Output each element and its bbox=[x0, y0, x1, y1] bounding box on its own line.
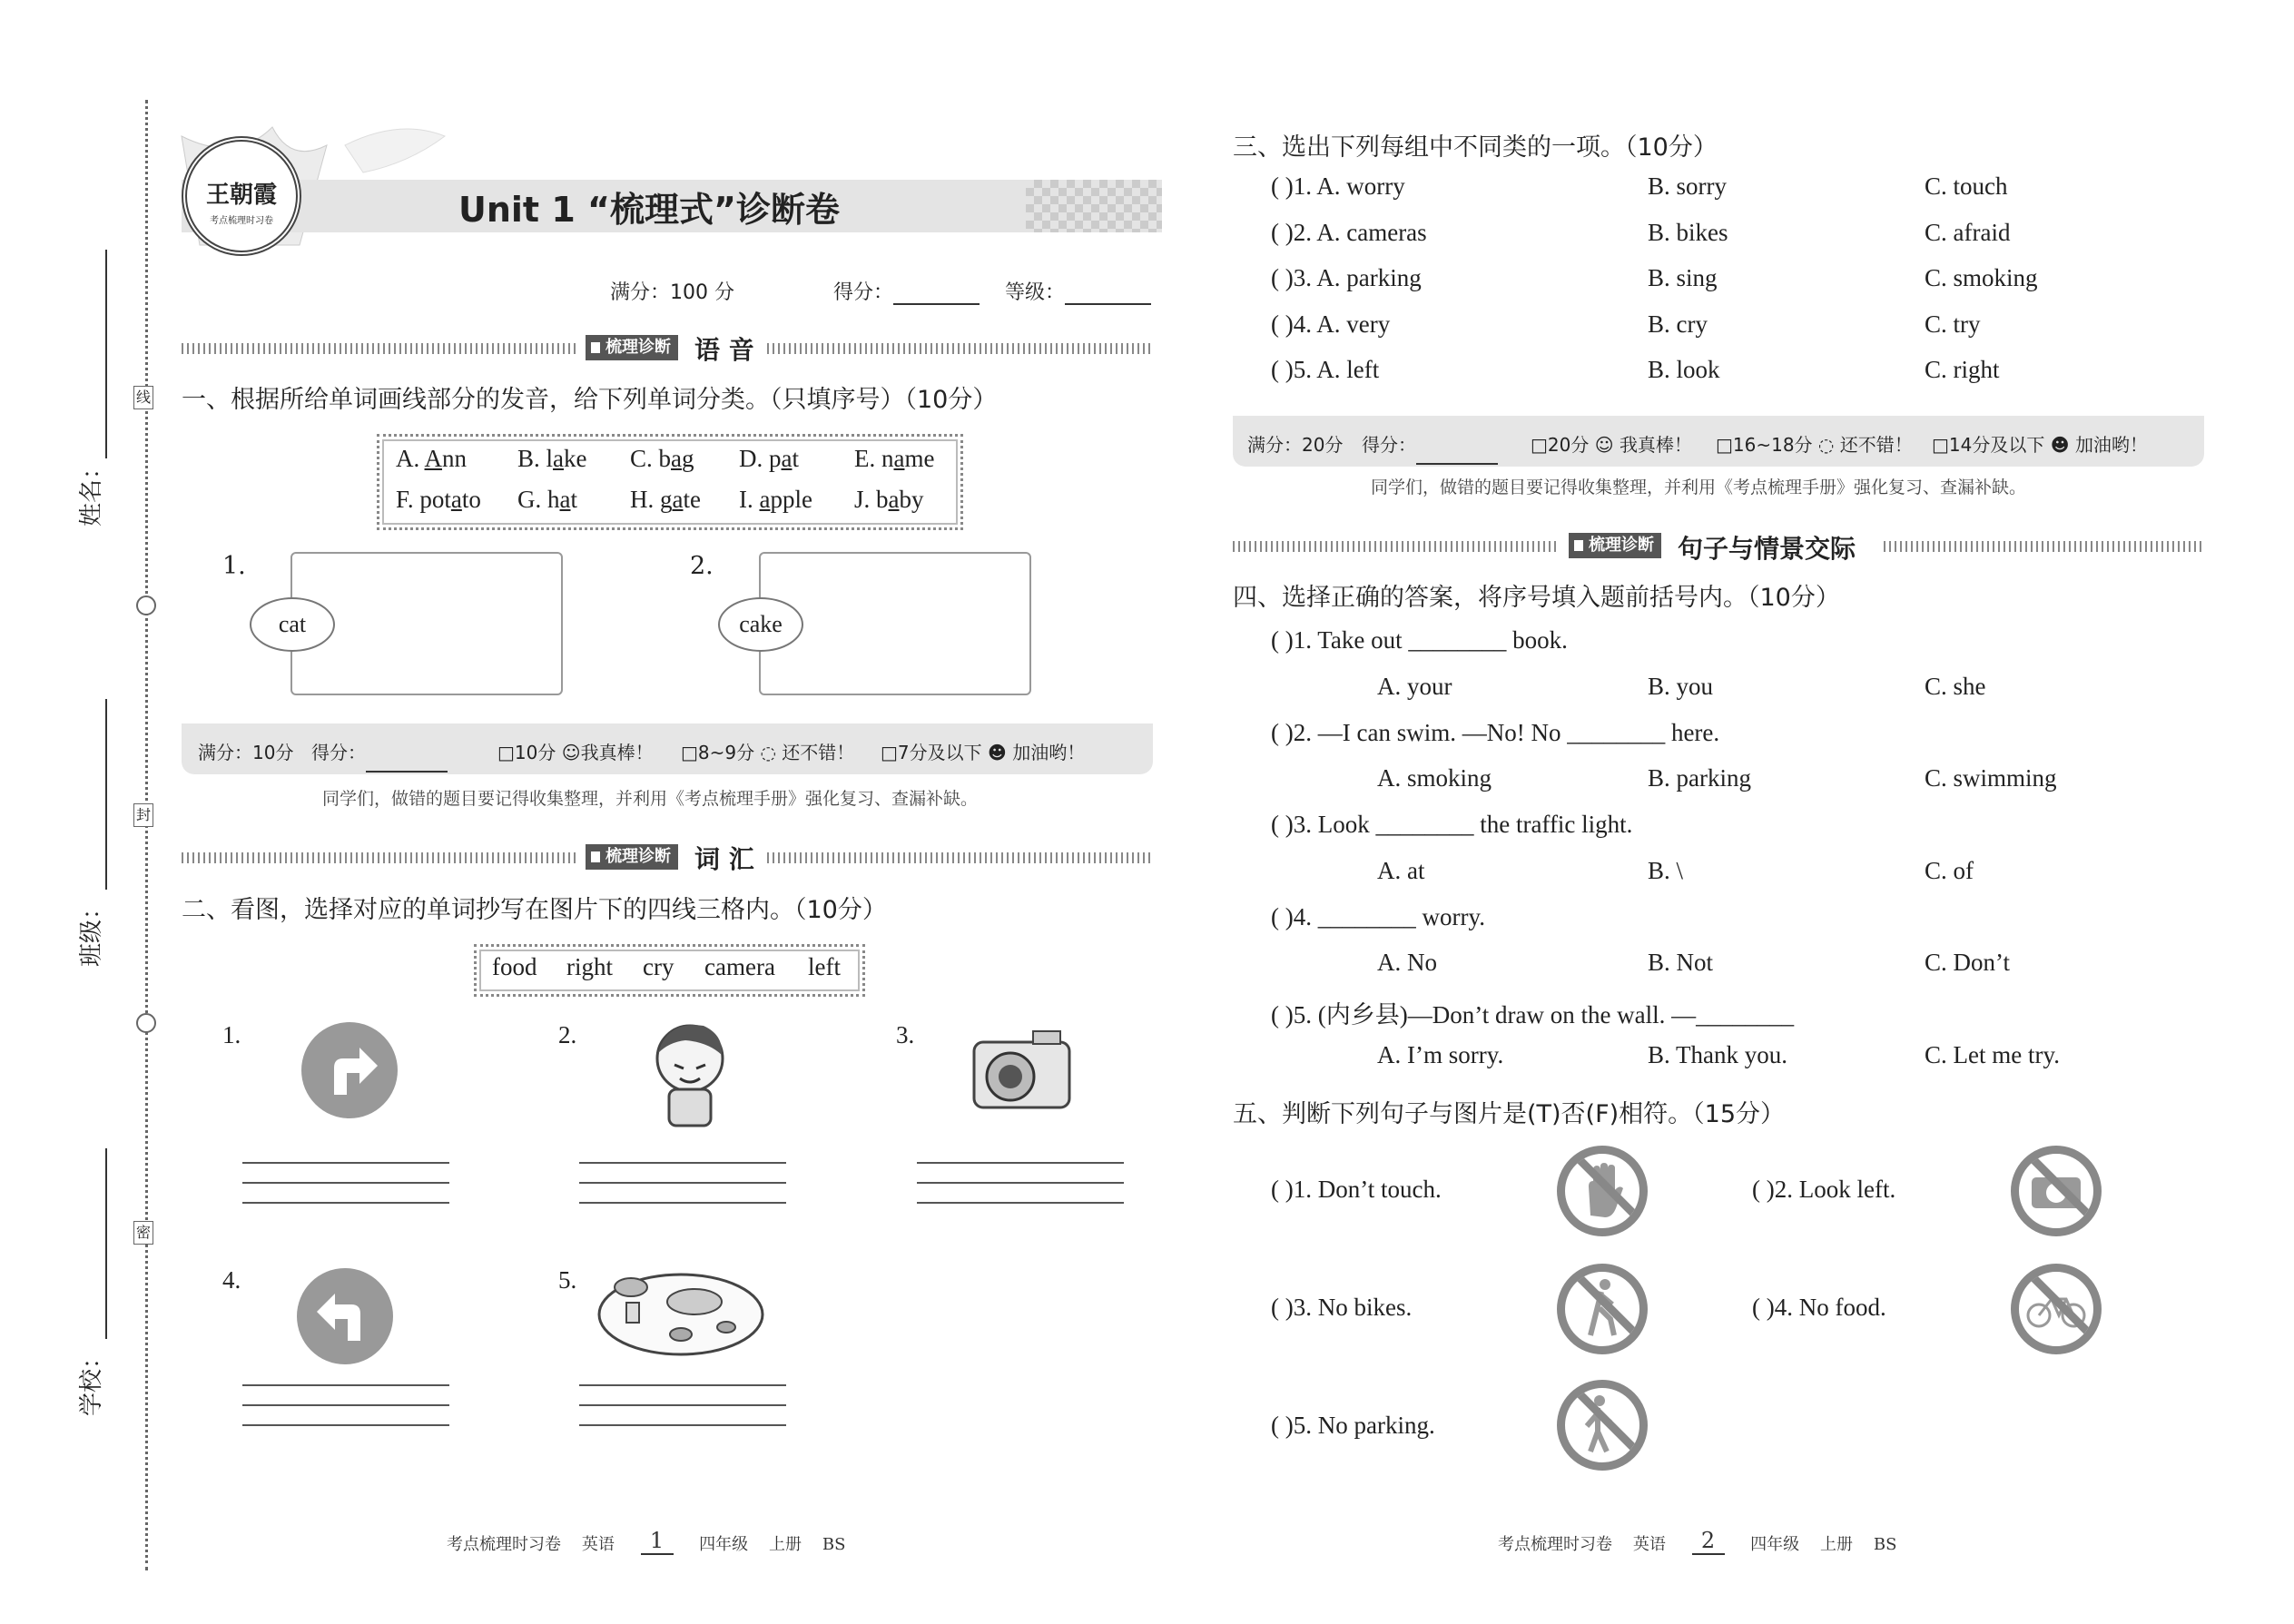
footer-edition: BS bbox=[1873, 1535, 1897, 1554]
no-camera-sign-icon bbox=[2011, 1146, 2102, 1236]
rating-option-1[interactable] bbox=[497, 738, 654, 764]
page-number: 1 bbox=[641, 1528, 674, 1555]
turn-left-arrow-icon bbox=[295, 1266, 395, 1366]
rating-option-3[interactable] bbox=[881, 738, 1085, 764]
word-option: D. pat bbox=[739, 445, 799, 472]
footer-book: 考点梳理时习卷 bbox=[1498, 1535, 1612, 1554]
q4-option-b: B. \ bbox=[1648, 856, 1684, 884]
q4-option-c: C. she bbox=[1925, 672, 1986, 700]
q2-number-2: 2. bbox=[558, 1021, 577, 1048]
q5-item-4: ( )4. No food. bbox=[1752, 1294, 1886, 1321]
rating-option-3-text: 加油哟！ bbox=[1012, 742, 1086, 763]
q4-option-b: B. parking bbox=[1648, 764, 1751, 792]
name-blank[interactable] bbox=[105, 250, 107, 458]
section-badge: 梳理诊断 bbox=[586, 335, 678, 360]
binding-tag-xian: 线 bbox=[133, 386, 153, 409]
word-option: B. lake bbox=[517, 445, 587, 472]
section-title-sentences: 句子与情景交际 bbox=[1678, 534, 1856, 564]
footer-grade: 四年级 bbox=[699, 1535, 749, 1554]
cheer-face-icon: ☻ bbox=[987, 742, 1007, 763]
footer-subject: 英语 bbox=[581, 1535, 615, 1554]
class-blank[interactable] bbox=[105, 699, 107, 890]
score-bar-full: 满分：20分 bbox=[1247, 434, 1344, 456]
q3-option-c: C. try bbox=[1925, 310, 1981, 338]
q2-word-cry: cry bbox=[643, 953, 674, 980]
rating-option-3-label: □14分及以下 bbox=[1932, 434, 2045, 456]
binding-knob bbox=[136, 595, 156, 615]
rating-option-1-label: □20分 bbox=[1531, 434, 1590, 456]
q4-option-c: C. swimming bbox=[1925, 764, 2057, 792]
underlined-letter: a bbox=[888, 486, 900, 513]
rating-option-3[interactable] bbox=[1932, 430, 2148, 457]
q5-item-3: ( )3. No bikes. bbox=[1271, 1294, 1413, 1321]
q5-item-5: ( )5. No parking. bbox=[1271, 1412, 1435, 1439]
q4-heading: 四、选择正确的答案，将序号填入题前括号内。（10分） bbox=[1233, 584, 1840, 612]
footer-book: 考点梳理时习卷 bbox=[447, 1535, 561, 1554]
q4-option-c: C. of bbox=[1925, 856, 1974, 884]
rating-option-2-label: □8~9分 bbox=[681, 742, 755, 763]
cheer-face-icon: ☻ bbox=[2050, 434, 2070, 456]
q4-option-a: A. smoking bbox=[1377, 764, 1492, 792]
section-rule bbox=[1233, 541, 1560, 552]
full-score: 满分：100 分 bbox=[610, 281, 734, 304]
section-badge: 梳理诊断 bbox=[1569, 533, 1661, 558]
underlined-letter: a bbox=[559, 486, 571, 513]
q4-option-b: B. Thank you. bbox=[1648, 1040, 1787, 1068]
score-bar-got[interactable] bbox=[1362, 430, 1416, 457]
q4-question: ( )1. Take out ________ book. bbox=[1271, 626, 1568, 654]
score-blank[interactable] bbox=[893, 281, 980, 305]
footer-subject: 英语 bbox=[1632, 1535, 1666, 1554]
banner-pattern bbox=[1026, 180, 1162, 232]
q3-option-b: B. cry bbox=[1648, 310, 1708, 338]
q4-question: ( )4. ________ worry. bbox=[1271, 902, 1485, 930]
grade-label: 等级： bbox=[1005, 281, 1066, 304]
section-title-phonetics: 语 音 bbox=[694, 335, 754, 365]
score-bar-q3 bbox=[1233, 416, 2204, 467]
writing-lines-3[interactable] bbox=[917, 1162, 1124, 1222]
logo-text: 王朝霞 bbox=[205, 182, 277, 209]
section-rule bbox=[767, 343, 1153, 354]
no-bicycle-sign-icon bbox=[2011, 1264, 2102, 1354]
score-bar-got-label: 得分： bbox=[311, 742, 366, 763]
q4-option-a: A. I’m sorry. bbox=[1377, 1040, 1504, 1068]
rating-option-3-label: □7分及以下 bbox=[881, 742, 982, 763]
rating-option-2-text: 还不错！ bbox=[1839, 434, 1913, 456]
school-label: 学校： bbox=[78, 1344, 105, 1416]
q5-heading: 五、判断下列句子与图片是(T)否(F)相符。（15分） bbox=[1233, 1100, 1786, 1128]
q2-word-left: left bbox=[808, 953, 841, 980]
q2-word-right: right bbox=[566, 953, 613, 980]
underlined-letter: a bbox=[672, 486, 684, 513]
word-option: A. Ann bbox=[396, 445, 468, 472]
food-plate-icon bbox=[595, 1262, 767, 1357]
page-number: 2 bbox=[1692, 1528, 1725, 1555]
class-label: 班级： bbox=[78, 895, 105, 967]
binding-tag-mi: 密 bbox=[133, 1221, 153, 1245]
word-option: G. hat bbox=[517, 486, 577, 513]
underlined-letter: a bbox=[759, 486, 771, 513]
smile-face-icon: ◌ bbox=[760, 742, 776, 763]
grade-blank[interactable] bbox=[1065, 281, 1151, 305]
footer-edition: BS bbox=[822, 1535, 846, 1554]
q2-number-4: 4. bbox=[222, 1266, 241, 1294]
school-blank[interactable] bbox=[105, 1148, 107, 1339]
rating-option-1[interactable] bbox=[1531, 430, 1692, 457]
underlined-letter: a bbox=[450, 486, 462, 513]
binding-tag-feng: 封 bbox=[133, 803, 153, 827]
rating-option-2-text: 还不错！ bbox=[782, 742, 855, 763]
rating-option-2-label: □16~18分 bbox=[1716, 434, 1813, 456]
q2-heading: 二、看图，选择对应的单词抄写在图片下的四线三格内。（10分） bbox=[182, 896, 887, 924]
writing-lines-5[interactable] bbox=[579, 1384, 786, 1444]
word-option: I. apple bbox=[739, 486, 812, 513]
q3-option-c: C. touch bbox=[1925, 172, 2008, 200]
crying-boy-icon bbox=[640, 1015, 740, 1137]
q1-box2-number: 2. bbox=[690, 552, 714, 580]
q2-number-3: 3. bbox=[896, 1021, 915, 1048]
word-option: J. baby bbox=[854, 486, 924, 513]
q4-option-a: A. No bbox=[1377, 949, 1437, 976]
q4-option-a: A. your bbox=[1377, 672, 1452, 700]
q1-heading: 一、根据所给单词画线部分的发音，给下列单词分类。（只填序号）（10分） bbox=[182, 386, 998, 414]
q3-item-question: ( )5. A. left bbox=[1271, 356, 1380, 383]
writing-lines-1[interactable] bbox=[242, 1162, 449, 1222]
q3-item-question: ( )1. A. worry bbox=[1271, 172, 1405, 200]
no-pedestrian-sign-icon bbox=[1557, 1380, 1648, 1471]
q2-word-food: food bbox=[492, 953, 537, 980]
writing-lines-2[interactable] bbox=[579, 1162, 786, 1222]
writing-lines-4[interactable] bbox=[242, 1384, 449, 1444]
score-bar-full: 满分：10分 bbox=[198, 742, 294, 763]
section-rule bbox=[182, 852, 576, 863]
section-rule bbox=[1884, 541, 2204, 552]
q3-heading: 三、选出下列每组中不同类的一项。（10分） bbox=[1233, 133, 1718, 162]
word-option: C. bag bbox=[630, 445, 694, 472]
word-option: H. gate bbox=[630, 486, 701, 513]
rating-option-2[interactable] bbox=[1716, 430, 1913, 457]
no-touch-sign-icon bbox=[1557, 1146, 1648, 1236]
rating-option-1-text: 我真棒！ bbox=[580, 742, 654, 763]
logo-subtext: 考点梳理时习卷 bbox=[210, 216, 273, 226]
footer-volume: 上册 bbox=[769, 1535, 802, 1554]
underlined-letter: a bbox=[671, 445, 682, 472]
rating-option-1-label: □10分 bbox=[497, 742, 556, 763]
star-face-icon: ☺ bbox=[1594, 434, 1614, 456]
footer-right bbox=[1498, 1530, 1896, 1557]
section-rule bbox=[767, 852, 1153, 863]
q3-option-b: B. bikes bbox=[1648, 218, 1728, 246]
q2-word-camera: camera bbox=[704, 953, 775, 980]
score-bar-q1 bbox=[182, 723, 1153, 774]
q3-item-question: ( )4. A. very bbox=[1271, 310, 1391, 338]
review-note: 同学们，做错的题目要记得收集整理，并利用《考点梳理手册》强化复习、查漏补缺。 bbox=[322, 789, 979, 809]
no-walking-sign-icon bbox=[1557, 1264, 1648, 1354]
q3-item-question: ( )3. A. parking bbox=[1271, 264, 1422, 291]
rating-option-2[interactable] bbox=[681, 738, 854, 764]
q2-number-5: 5. bbox=[558, 1266, 577, 1294]
q4-option-b: B. you bbox=[1648, 672, 1714, 700]
footer-grade: 四年级 bbox=[1750, 1535, 1800, 1554]
review-note: 同学们，做错的题目要记得收集整理，并利用《考点梳理手册》强化复习、查漏补缺。 bbox=[1371, 477, 2027, 497]
binding-line bbox=[145, 100, 148, 1570]
rating-option-3-text: 加油哟！ bbox=[2074, 434, 2148, 456]
q4-option-a: A. at bbox=[1377, 856, 1425, 884]
q3-item-question: ( )2. A. cameras bbox=[1271, 218, 1427, 246]
word-oval-cat: cat bbox=[250, 597, 335, 652]
q4-option-b: B. Not bbox=[1648, 949, 1714, 976]
name-label: 姓名： bbox=[78, 455, 105, 527]
binding-knob bbox=[136, 1013, 156, 1033]
rating-option-1-text: 我真棒！ bbox=[1619, 434, 1692, 456]
score-field[interactable] bbox=[833, 277, 980, 305]
section-badge: 梳理诊断 bbox=[586, 844, 678, 870]
q5-item-2: ( )2. Look left. bbox=[1752, 1176, 1896, 1203]
q3-option-c: C. right bbox=[1925, 356, 2000, 383]
score-bar-blank[interactable] bbox=[366, 753, 448, 773]
score-bar-got[interactable] bbox=[311, 738, 366, 764]
q3-option-b: B. sing bbox=[1648, 264, 1718, 291]
q4-option-c: C. Don’t bbox=[1925, 949, 2011, 976]
brand-logo bbox=[182, 136, 301, 256]
section-rule bbox=[182, 343, 576, 354]
q2-number-1: 1. bbox=[222, 1021, 241, 1048]
footer-left bbox=[447, 1530, 845, 1557]
grade-field[interactable] bbox=[1005, 277, 1151, 305]
turn-right-arrow-icon bbox=[300, 1020, 399, 1120]
star-face-icon: ☺ bbox=[561, 742, 581, 763]
underlined-letter: A bbox=[424, 445, 443, 472]
score-bar-got-label: 得分： bbox=[1362, 434, 1416, 456]
q4-question: ( )5. (内乡县)—Don’t draw on the wall. —________ bbox=[1271, 1001, 1795, 1029]
word-oval-cake: cake bbox=[718, 597, 803, 652]
word-option: E. name bbox=[854, 445, 935, 472]
camera-icon bbox=[970, 1024, 1074, 1115]
q4-option-c: C. Let me try. bbox=[1925, 1040, 2060, 1068]
q4-question: ( )3. Look ________ the traffic light. bbox=[1271, 811, 1633, 838]
underlined-letter: a bbox=[781, 445, 793, 472]
footer-volume: 上册 bbox=[1820, 1535, 1853, 1554]
q1-box1-number: 1. bbox=[222, 552, 246, 580]
underlined-letter: a bbox=[553, 445, 564, 472]
score-label: 得分： bbox=[833, 281, 894, 304]
q3-option-b: B. sorry bbox=[1648, 172, 1727, 200]
score-bar-blank[interactable] bbox=[1416, 445, 1498, 465]
page-title: Unit 1 “梳理式”诊断卷 bbox=[458, 190, 840, 230]
smile-face-icon: ◌ bbox=[1817, 434, 1835, 456]
word-option: F. potato bbox=[396, 486, 481, 513]
underlined-letter: a bbox=[893, 445, 905, 472]
q5-item-1: ( )1. Don’t touch. bbox=[1271, 1176, 1442, 1203]
q3-option-b: B. look bbox=[1648, 356, 1720, 383]
q3-option-c: C. smoking bbox=[1925, 264, 2038, 291]
section-title-vocab: 词 汇 bbox=[694, 844, 754, 874]
q4-question: ( )2. —I can swim. —No! No ________ here. bbox=[1271, 718, 1720, 746]
q3-option-c: C. afraid bbox=[1925, 218, 2011, 246]
